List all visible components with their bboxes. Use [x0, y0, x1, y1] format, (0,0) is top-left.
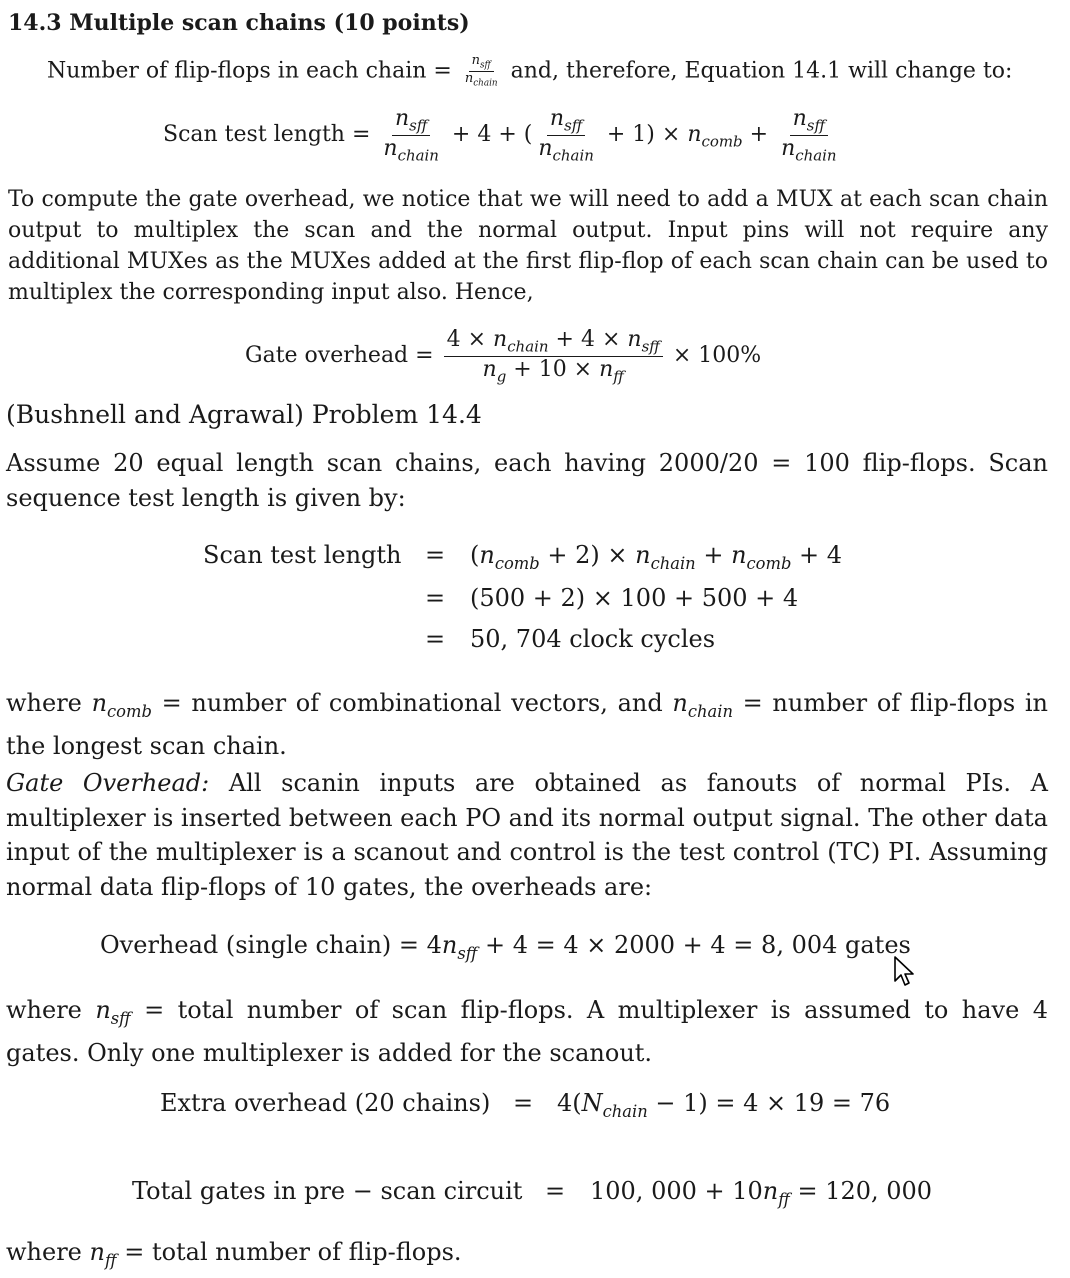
- mouse-pointer-icon: [893, 955, 919, 989]
- paragraph-where-ncomb: where $n_{comb}$ = number of combinational vectors, and $n_{chain}$ = number of flip-flops in the longest scan chain.: [6, 689, 1048, 761]
- eq2-line2: (500 + 2) × 100 + 500 + 4: [470, 584, 799, 612]
- paragraph-where-nff: where $n_{ff}$ = total number of flip-flops.: [6, 1238, 462, 1270]
- section-title: 14.3 Multiple scan chains (10 points): [8, 10, 470, 36]
- eq2-line1: $(n_{comb} + 2) \times n_{chain} + n_{comb} + 4$: [470, 541, 843, 573]
- paragraph-where-nsff: where $n_{sff}$ = total number of scan flip-flops. A multiplexer is assumed to have 4 gates. Only one multiplexer is added for the scanout.: [6, 996, 1048, 1068]
- paragraph-gate-overhead: To compute the gate overhead, we notice that we will need to add a MUX at each scan chain output to multiplex the scan and the normal output. Input pins will not require any additional MUXes as the MUXes added at the first flip-flop of each scan chain can be used to multiplex the corresponding input also. Hence,: [8, 187, 1048, 305]
- intro-line: Number of flip-flops in each chain = $\frac{n_{sff}}{n_{chain}}$ and, therefore, Equation 14.1 will change to:: [47, 53, 1013, 89]
- paragraph-assume-chains: Assume 20 equal length scan chains, each having 2000/20 = 100 flip-flops. Scan sequence test length is given by:: [6, 449, 1048, 512]
- scan-length-equation-1: Scan test length = $\frac{n_{sff}}{n_{chain}}$ + 4 + ( $\frac{n_{sff}}{n_{chain}}$ + $1) \times n_{comb}$ + $\frac{n_{sff}}{n_{chain}}$: [163, 106, 837, 164]
- paragraph-gate-overhead-details: Gate Overhead: All scanin inputs are obtained as fanouts of normal PIs. A multiplexer is inserted between each PO and its normal output signal. The other data input of the multiplexer is a scanout and control is the test control (TC) PI. Assuming normal data flip-flops of 10 gates, the overheads are:: [6, 769, 1048, 901]
- overhead-single-chain: Overhead (single chain) = $4n_{sff} + 4 = 4 \times 2000 + 4 = 8$, 004 gates: [100, 931, 911, 963]
- document-page: 14.3 Multiple scan chains (10 points) Number of flip-flops in each chain = $\frac{n_{sff}}{n_{chain}}$ and, therefore, Equation 14.1 will change to: Scan test length = $\frac{n_{sff}}{n_{chain}}$ + 4 + ( $\frac{n_{sff}}{n_{chain}}$ + $1) \times n_{comb}$ + $\frac{n_{sff}}{n_{chain}}$ To compute the gate overhead, we notice that we will need to add a MUX at each scan chain output to multiplex the scan and the normal output. Input pins will not require any additional MUXes as the MUXes added at the first flip-flop of each scan chain can be used to multiplex the corresponding input also. Hence, Gate overhead = $\frac{4 \times n_{chain} + 4 \times n_{sff}}{n_g + 10 \times n_{ff}}$ × 100% (Bushnell and Agrawal) Problem 14.4 Assume 20 equal length scan chains, each having 2000/20 = 100 flip-flops. Scan sequence test length is given by: Scan test length = $(n_{comb} + 2) \times n_{chain} + n_{comb} + 4$ = (500 + 2) × 100 + 500 + 4 = 50, 704 clock cycles where $n_{comb}$ = number of combinational vectors, and $n_{chain}$ = number of flip-flops in the longest scan chain. Gate Overhead: All scanin inputs are obtained as fanouts of normal PIs. A multiplexer is inserted between each PO and its normal output signal. The other data input of the multiplexer is a scanout and control is the test control (TC) PI. Assuming normal data flip-flops of 10 gates, the overheads are: Overhead (single chain) = $4n_{sff} + 4 = 4 \times 2000 + 4 = 8$, 004 gates where $n_{sff}$ = total number of scan flip-flops. A multiplexer is assumed to have 4 gates. Only one multiplexer is added for the scanout. Extra overhead (20 chains) = $4(N_{chain} - 1) = 4 \times 19 = 76$ Total gates in pre − scan circuit = 100, $000 + 10n_{ff} = 120$, 000 where $n_{ff}$ = total number of flip-flops.: [6, 10, 1048, 1270]
- eq2-label: Scan test length: [203, 541, 402, 569]
- eq2-line3: 50, 704 clock cycles: [470, 625, 716, 653]
- problem-reference: (Bushnell and Agrawal) Problem 14.4: [6, 400, 482, 429]
- gate-overhead-equation: Gate overhead = $\frac{4 \times n_{chain} + 4 \times n_{sff}}{n_g + 10 \times n_{ff}}$ × 100%: [245, 327, 762, 385]
- fraction-nsff-over-nchain: $\frac{n_{sff}}{n_{chain}}$: [464, 53, 498, 89]
